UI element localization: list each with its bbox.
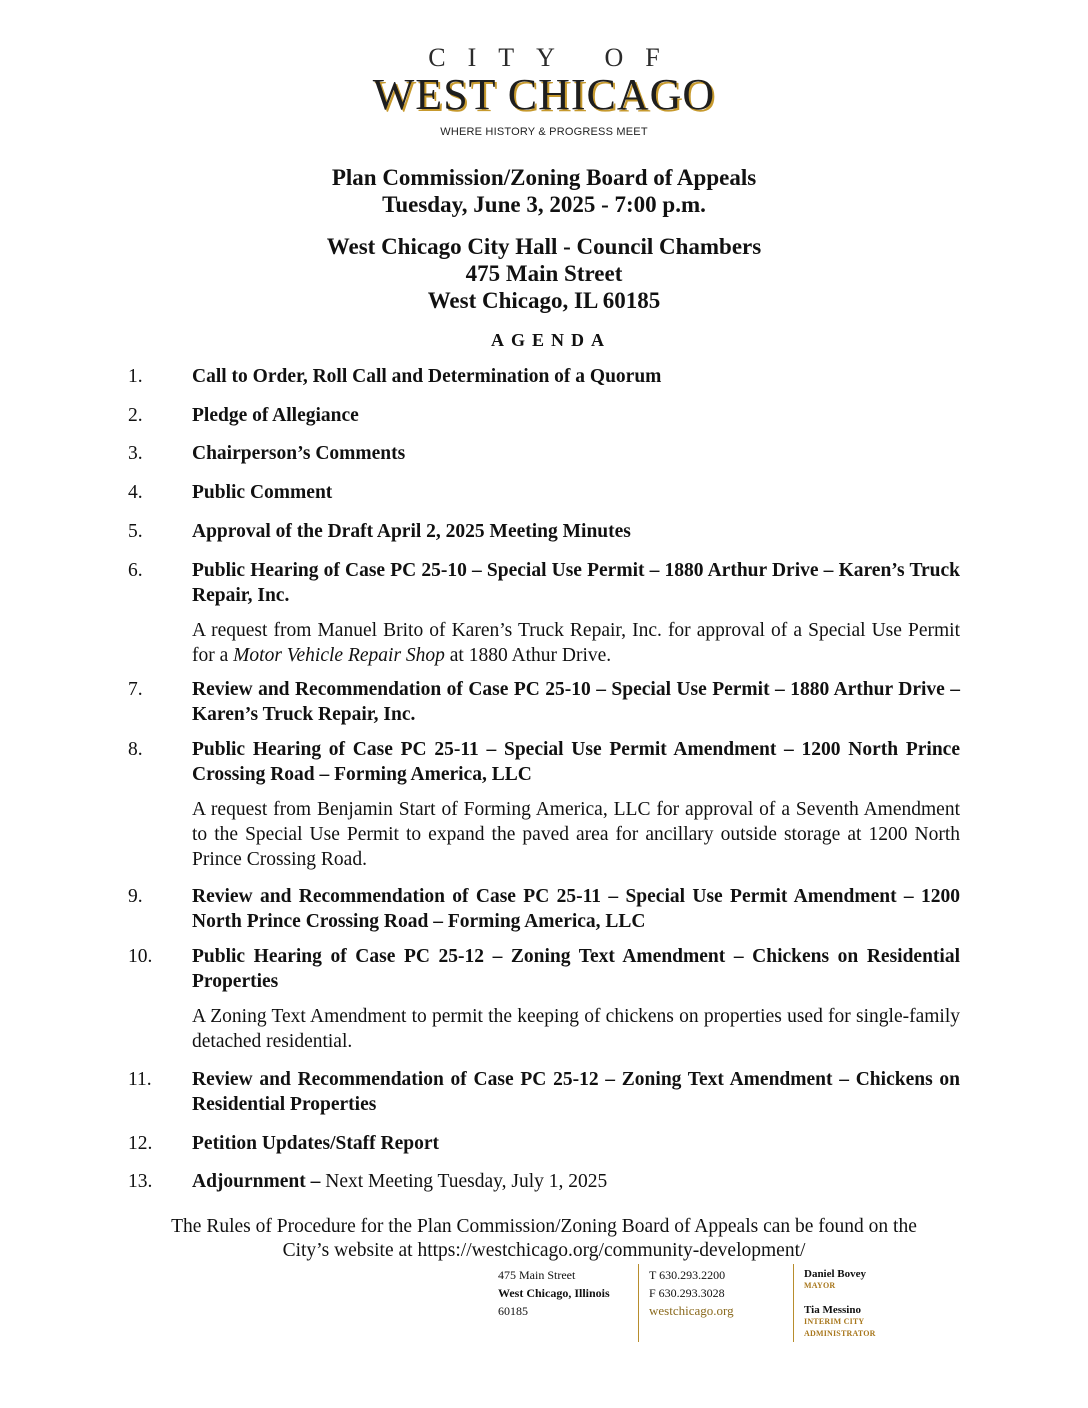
meeting-city: West Chicago, IL 60185 <box>427 288 661 313</box>
footer-address: 475 Main Street West Chicago, Illinois 60185 <box>498 1268 610 1318</box>
footer-divider <box>793 1264 794 1342</box>
footer-divider <box>638 1264 639 1342</box>
item-number: 2. <box>128 405 143 426</box>
item-title: Chairperson’s Comments <box>192 443 406 464</box>
footer-officials <box>804 1268 876 1340</box>
meeting-location: West Chicago City Hall - Council Chambers <box>326 234 762 259</box>
item-description: A Zoning Text Amendment to permit the keeping of chickens on properties used for single-family detached residential. <box>192 1006 960 1052</box>
rules-line-1: The Rules of Procedure for the Plan Commission/Zoning Board of Appeals can be found on the <box>171 1216 917 1237</box>
footer-contact <box>649 1266 734 1320</box>
item-number: 12. <box>128 1133 153 1154</box>
item-number: 9. <box>128 886 143 907</box>
item-number: 1. <box>128 366 143 387</box>
meeting-location-block <box>0 233 1088 314</box>
item-number: 4. <box>128 482 143 503</box>
item-title: Review and Recommendation of Case PC 25-11 – Special Use Permit Amendment – 1200 North Prince Crossing Road – Forming America, LLC <box>192 886 960 932</box>
item-title: Approval of the Draft April 2, 2025 Meeting Minutes <box>192 521 631 542</box>
item-title: Review and Recommendation of Case PC 25-12 – Zoning Text Amendment – Chickens on Residential Properties <box>192 1069 960 1115</box>
rules-line-2: City’s website at https://westchicago.org/community-development/ <box>282 1240 806 1261</box>
admin-role: ADMINISTRATOR <box>804 1329 876 1338</box>
meeting-body: Plan Commission/Zoning Board of Appeals <box>331 165 757 190</box>
item-number: 5. <box>128 521 143 542</box>
agenda-title: AGENDA <box>490 330 611 350</box>
item-title: Public Hearing of Case PC 25-11 – Special Use Permit Amendment – 1200 North Prince Crossing Road – Forming America, LLC <box>192 739 960 785</box>
item-number: 7. <box>128 679 143 700</box>
footer-phone: T 630.293.2200 <box>649 1268 726 1282</box>
footer-website[interactable]: westchicago.org <box>649 1303 734 1318</box>
mayor-name: Daniel Bovey <box>804 1268 867 1280</box>
item-number: 8. <box>128 739 143 760</box>
item-number: 3. <box>128 443 143 464</box>
item-title: Review and Recommendation of Case PC 25-10 – Special Use Permit – 1880 Arthur Drive – Karen’s Truck Repair, Inc. <box>192 679 960 725</box>
item-title: Public Hearing of Case PC 25-10 – Special Use Permit – 1880 Arthur Drive – Karen’s Truck Repair, Inc. <box>192 560 960 606</box>
item-number: 11. <box>128 1069 152 1090</box>
item-title: Public Comment <box>192 482 333 503</box>
admin-name: Tia Messino <box>804 1304 861 1316</box>
rules-of-procedure <box>0 1215 1088 1263</box>
mayor-role: MAYOR <box>804 1281 836 1290</box>
item-title: Adjournment – Next Meeting Tuesday, July 1, 2025 <box>192 1171 608 1192</box>
item-description: A request from Manuel Brito of Karen’s Truck Repair, Inc. for approval of a Special Use Permit for a Motor Vehicle Repair Shop at 1880 Athur Drive. <box>192 620 960 666</box>
admin-role: INTERIM CITY <box>804 1317 865 1326</box>
footer-fax: F 630.293.3028 <box>649 1286 725 1300</box>
emphasized-text: Motor Vehicle Repair Shop <box>233 645 445 666</box>
meeting-street: 475 Main Street <box>465 261 623 286</box>
item-number: 13. <box>128 1171 153 1192</box>
next-meeting-text: Next Meeting Tuesday, July 1, 2025 <box>320 1171 608 1192</box>
item-title: Petition Updates/Staff Report <box>192 1133 439 1154</box>
item-title: Public Hearing of Case PC 25-12 – Zoning Text Amendment – Chickens on Residential Properties <box>192 946 960 992</box>
item-title: Pledge of Allegiance <box>192 405 359 426</box>
item-description: A request from Benjamin Start of Forming America, LLC for approval of a Seventh Amendment to the Special Use Permit to expand the paved area for ancillary outside storage at 1200 North Prince Crossing Road. <box>192 799 960 870</box>
meeting-datetime: Tuesday, June 3, 2025 - 7:00 p.m. <box>382 192 706 217</box>
item-number: 6. <box>128 560 143 581</box>
logo-west-chicago: WEST CHICAGO <box>372 70 716 119</box>
item-title: Call to Order, Roll Call and Determination of a Quorum <box>192 366 662 387</box>
item-number: 10. <box>128 946 153 967</box>
city-logo <box>0 44 1088 138</box>
meeting-header <box>0 164 1088 218</box>
logo-city-of: CITY OF <box>428 43 682 72</box>
logo-tagline: WHERE HISTORY & PROGRESS MEET <box>440 126 648 138</box>
